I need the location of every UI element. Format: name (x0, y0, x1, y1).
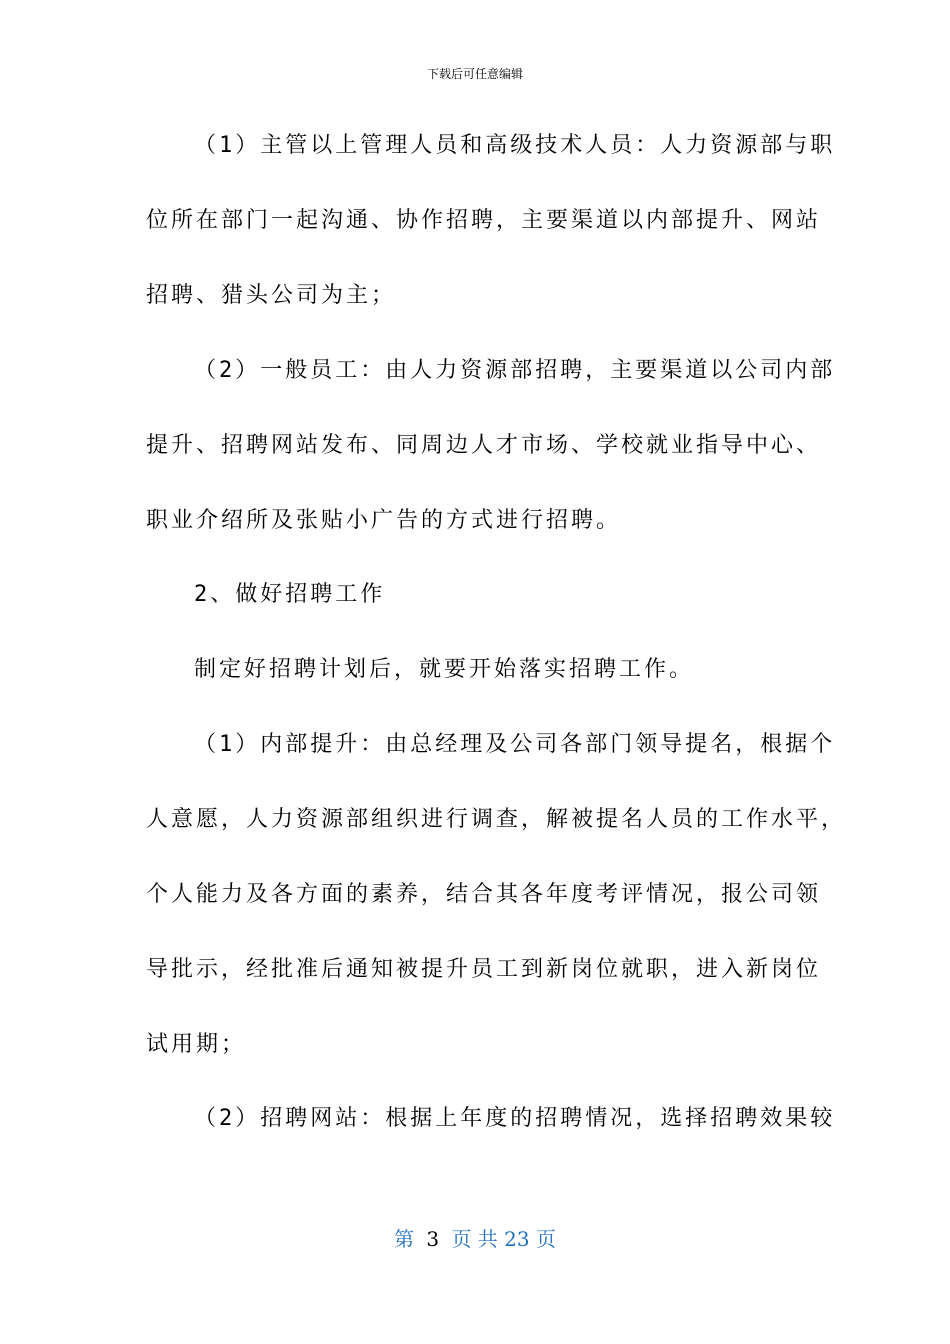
page-header: 下载后可任意编辑 (426, 67, 523, 81)
paragraph-line: 制定好招聘计划后，就要开始落实招聘工作。 (194, 657, 695, 682)
section-heading: 2、做好招聘工作 (194, 582, 386, 607)
paragraph-line: 导批示，经批准后通知被提升员工到新岗位就职，进入新岗位 (146, 957, 822, 982)
paragraph-line: （2）一般员工：由人力资源部招聘，主要渠道以公司内部 (194, 358, 836, 383)
paragraph-line: 个人能力及各方面的素养，结合其各年度考评情况，报公司领 (146, 882, 822, 907)
paragraph-line: 职业介绍所及张贴小广告的方式进行招聘。 (146, 508, 622, 533)
footer-prefix: 第 (394, 1227, 414, 1251)
paragraph-line: 提升、招聘网站发布、同周边人才市场、学校就业指导中心、 (146, 433, 822, 458)
footer-middle: 页 共 (451, 1227, 498, 1251)
paragraph-line: （2）招聘网站：根据上年度的招聘情况，选择招聘效果较 (194, 1106, 836, 1131)
paragraph-line: 人意愿，人力资源部组织进行调查，解被提名人员的工作水平， (146, 807, 847, 832)
footer-total-pages: 23 (504, 1227, 530, 1251)
paragraph-line: 试用期； (146, 1032, 247, 1057)
footer-page-number: 3 (426, 1227, 440, 1251)
page-footer (0, 1225, 950, 1253)
paragraph-line: （1）内部提升：由总经理及公司各部门领导提名，根据个 (194, 732, 836, 757)
paragraph-line: （1）主管以上管理人员和高级技术人员：人力资源部与职 (194, 133, 836, 158)
paragraph-line: 位所在部门一起沟通、协作招聘，主要渠道以内部提升、网站 (146, 208, 822, 233)
paragraph-line: 招聘、猎头公司为主； (146, 283, 397, 308)
footer-suffix: 页 (535, 1227, 556, 1251)
